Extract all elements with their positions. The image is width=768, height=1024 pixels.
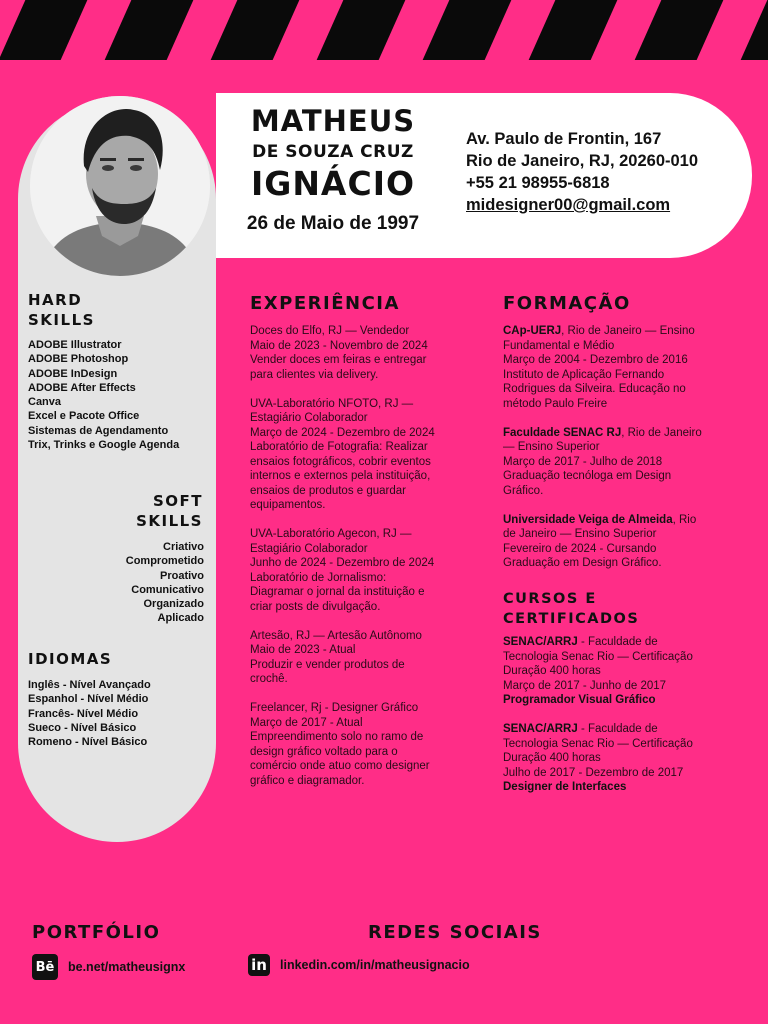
entry-line: Gráfico. [503,484,544,497]
list-item: Sistemas de Agendamento [28,424,169,437]
courses-title-line2: CERTIFICADOS [503,611,640,627]
experience-entry [250,701,480,788]
list-item: ADOBE After Effects [28,381,136,394]
entry-line: Produzir e vender produtos de [250,658,405,671]
portfolio-title: PORTFÓLIO [32,922,161,943]
certificate-name: Designer de Interfaces [503,781,627,793]
entry-line: Março de 2017 - Junho de 2017 [503,679,667,692]
entry-line: Março de 2004 - Dezembro de 2016 [503,354,688,366]
entry-line: Estagiário Colaborador [250,412,368,424]
stripe [0,0,92,60]
entry-line: gráfico e diagramador. [250,774,365,787]
entry-line: — Ensino Superior [503,441,600,453]
entry-line: para clientes via delivery. [250,368,379,381]
list-item: Trix, Trinks e Google Agenda [28,439,180,452]
stripe [524,0,622,60]
entry-line: Graduação em Design Gráfico. [503,557,662,569]
contact-info [466,128,698,216]
experience-entry [250,629,480,687]
entry-line: Diagramar o jornal da instituição e [250,586,425,598]
entry-line: Empreendimento solo no ramo de [250,731,424,743]
certificate-name: Programador Visual Gráfico [503,694,656,706]
entry-line: Laboratório de Fotografia: Realizar [250,441,428,453]
entry-text: , Rio de Janeiro [621,426,702,439]
course-entry [503,722,733,795]
entry-line: Freelancer, Rj - Designer Gráfico [250,702,419,714]
stripe [312,0,410,60]
behance-icon[interactable]: Bē [32,954,58,980]
education-entry [503,513,733,571]
list-item: Criativo [163,541,204,553]
list-item: Espanhol - Nível Médio [28,693,149,706]
top-stripes [0,0,768,60]
entry-line: Duração 400 horas [503,665,601,677]
entry-line: Março de 2024 - Dezembro de 2024 [250,426,435,439]
entry-line [503,324,733,339]
list-item: ADOBE Illustrator [28,339,122,351]
soft-skills-title [136,491,203,531]
experience-entry [250,527,480,614]
hard-skills-list [28,338,179,452]
languages-list [28,678,151,749]
email-link[interactable]: midesigner00@gmail.com [466,196,671,214]
entry-line: Março de 2017 - Atual [250,716,363,729]
list-item: Inglês - Nível Avançado [28,679,151,691]
stripe [418,0,516,60]
name-line-middle: DE SOUZA CRUZ [252,142,414,162]
list-item: Comprometido [125,555,204,568]
experience-entry [250,397,480,513]
entry-line: Doces do Elfo, RJ — Vendedor [250,325,410,337]
institution-name: SENAC/ARRJ [503,723,578,735]
list-item: Excel e Pacote Office [28,410,140,423]
courses-title-line1: CURSOS E [503,591,597,607]
entry-line: Junho de 2024 - Dezembro de 2024 [250,557,435,569]
entry-line: método Paulo Freire [503,397,608,410]
entry-text: - Faculdade de [577,723,658,735]
address-line-1: Av. Paulo de Frontin, 167 [466,130,662,148]
entry-line: de Janeiro — Ensino Superior [503,528,657,540]
education-title: FORMAÇÃO [503,293,631,314]
stripe [206,0,304,60]
entry-line: Março de 2017 - Julho de 2018 [503,455,663,468]
entry-line: Duração 400 horas [503,752,601,764]
course-entry [503,635,733,708]
list-item: Proativo [159,569,204,582]
entry-line [503,513,733,528]
linkedin-icon[interactable]: in [248,954,270,976]
list-item: Romeno - Nível Básico [28,736,148,749]
entry-line: ensaios fotográficos, cobrir eventos [250,455,431,468]
entry-line: ensaios de produtos e guardar [250,484,406,497]
entry-line: Fundamental e Médio [503,339,615,352]
list-item: Comunicativo [131,583,204,596]
education-entry [503,324,733,411]
list-item: ADOBE Photoshop [28,353,129,366]
entry-text: - Faculdade de [577,636,658,648]
list-item: Aplicado [157,612,204,625]
experience-title: EXPERIÊNCIA [250,293,400,314]
entry-text: , Rio [672,513,697,526]
entry-line: internos e externos pela instituição, [250,470,431,482]
entry-line: Graduação tecnóloga em Design [503,470,672,482]
entry-line: Julho de 2017 - Dezembro de 2017 [503,766,684,779]
entry-line: Rodrigues da Silveira. Educação no [503,383,686,395]
entry-line [503,780,733,795]
person-icon [30,96,210,276]
entry-line: Estagiário Colaborador [250,542,368,555]
entry-line: Instituto de Aplicação Fernando [503,368,665,381]
entry-line: Tecnologia Senac Rio — Certificação [503,737,693,750]
entry-line: Fevereiro de 2024 - Cursando [503,542,657,555]
entry-line [503,693,733,708]
soft-skills-title-line2: SKILLS [136,512,203,530]
list-item: Organizado [143,598,204,611]
experience-list [250,324,480,803]
courses-title [503,589,639,629]
institution-name: SENAC/ARRJ [503,636,578,648]
list-item: Canva [28,396,62,409]
entry-line [503,635,733,650]
profile-photo [30,96,210,276]
institution-name: Faculdade SENAC RJ [503,426,622,439]
entry-line [503,426,733,441]
stripe [100,0,198,60]
languages-title: IDIOMAS [28,650,113,668]
entry-text: , Rio de Janeiro — Ensino [561,325,695,337]
phone-number[interactable]: +55 21 98955-6818 [466,174,610,192]
linkedin-url[interactable]: linkedin.com/in/matheusignacio [280,958,470,972]
address-line-2: Rio de Janeiro, RJ, 20260-010 [466,152,699,170]
list-item: Sueco - Nível Básico [28,721,137,734]
portfolio-url[interactable]: be.net/matheusignx [68,960,186,974]
stripe [630,0,728,60]
soft-skills-list [126,540,204,626]
list-item: Francês- Nível Médio [28,707,139,720]
entry-line: Artesão, RJ — Artesão Autônomo [250,629,422,642]
name-line-first: MATHEUS [250,104,416,138]
portfolio-link[interactable] [32,954,185,980]
institution-name: Universidade Veiga de Almeida [503,513,673,526]
list-item: ADOBE InDesign [28,367,118,380]
name-line-last: IGNÁCIO [250,164,416,203]
entry-line: Vender doces em feiras e entregar [250,354,427,366]
entry-line: crochê. [250,673,288,685]
birth-date: 26 de Maio de 1997 [246,213,420,234]
entry-line: Laboratório de Jornalismo: [250,571,387,584]
entry-line: Maio de 2023 - Atual [250,644,356,656]
entry-line: Tecnologia Senac Rio — Certificação [503,650,693,663]
entry-line: Maio de 2023 - Novembro de 2024 [250,339,428,352]
entry-line: UVA-Laboratório NFOTO, RJ — [250,397,414,410]
soft-skills-title-line1: SOFT [152,492,203,510]
social-title: REDES SOCIAIS [368,922,542,943]
entry-line: comércio onde atuo como designer [250,760,430,772]
entry-line: UVA-Laboratório Agecon, RJ — [250,528,412,540]
education-list [503,324,733,585]
institution-name: CAp-UERJ [503,325,562,337]
hard-skills-title-line2: SKILLS [28,311,95,329]
entry-line: equipamentos. [250,499,326,511]
education-entry [503,426,733,499]
stripe [736,0,768,60]
courses-list [503,635,733,809]
entry-line: criar posts de divulgação. [250,600,381,613]
entry-line: design gráfico voltado para o [250,745,398,758]
linkedin-link[interactable] [248,954,470,976]
experience-entry [250,324,480,382]
entry-line [503,722,733,737]
hard-skills-title-line1: HARD [28,291,83,309]
hard-skills-title [28,290,95,330]
